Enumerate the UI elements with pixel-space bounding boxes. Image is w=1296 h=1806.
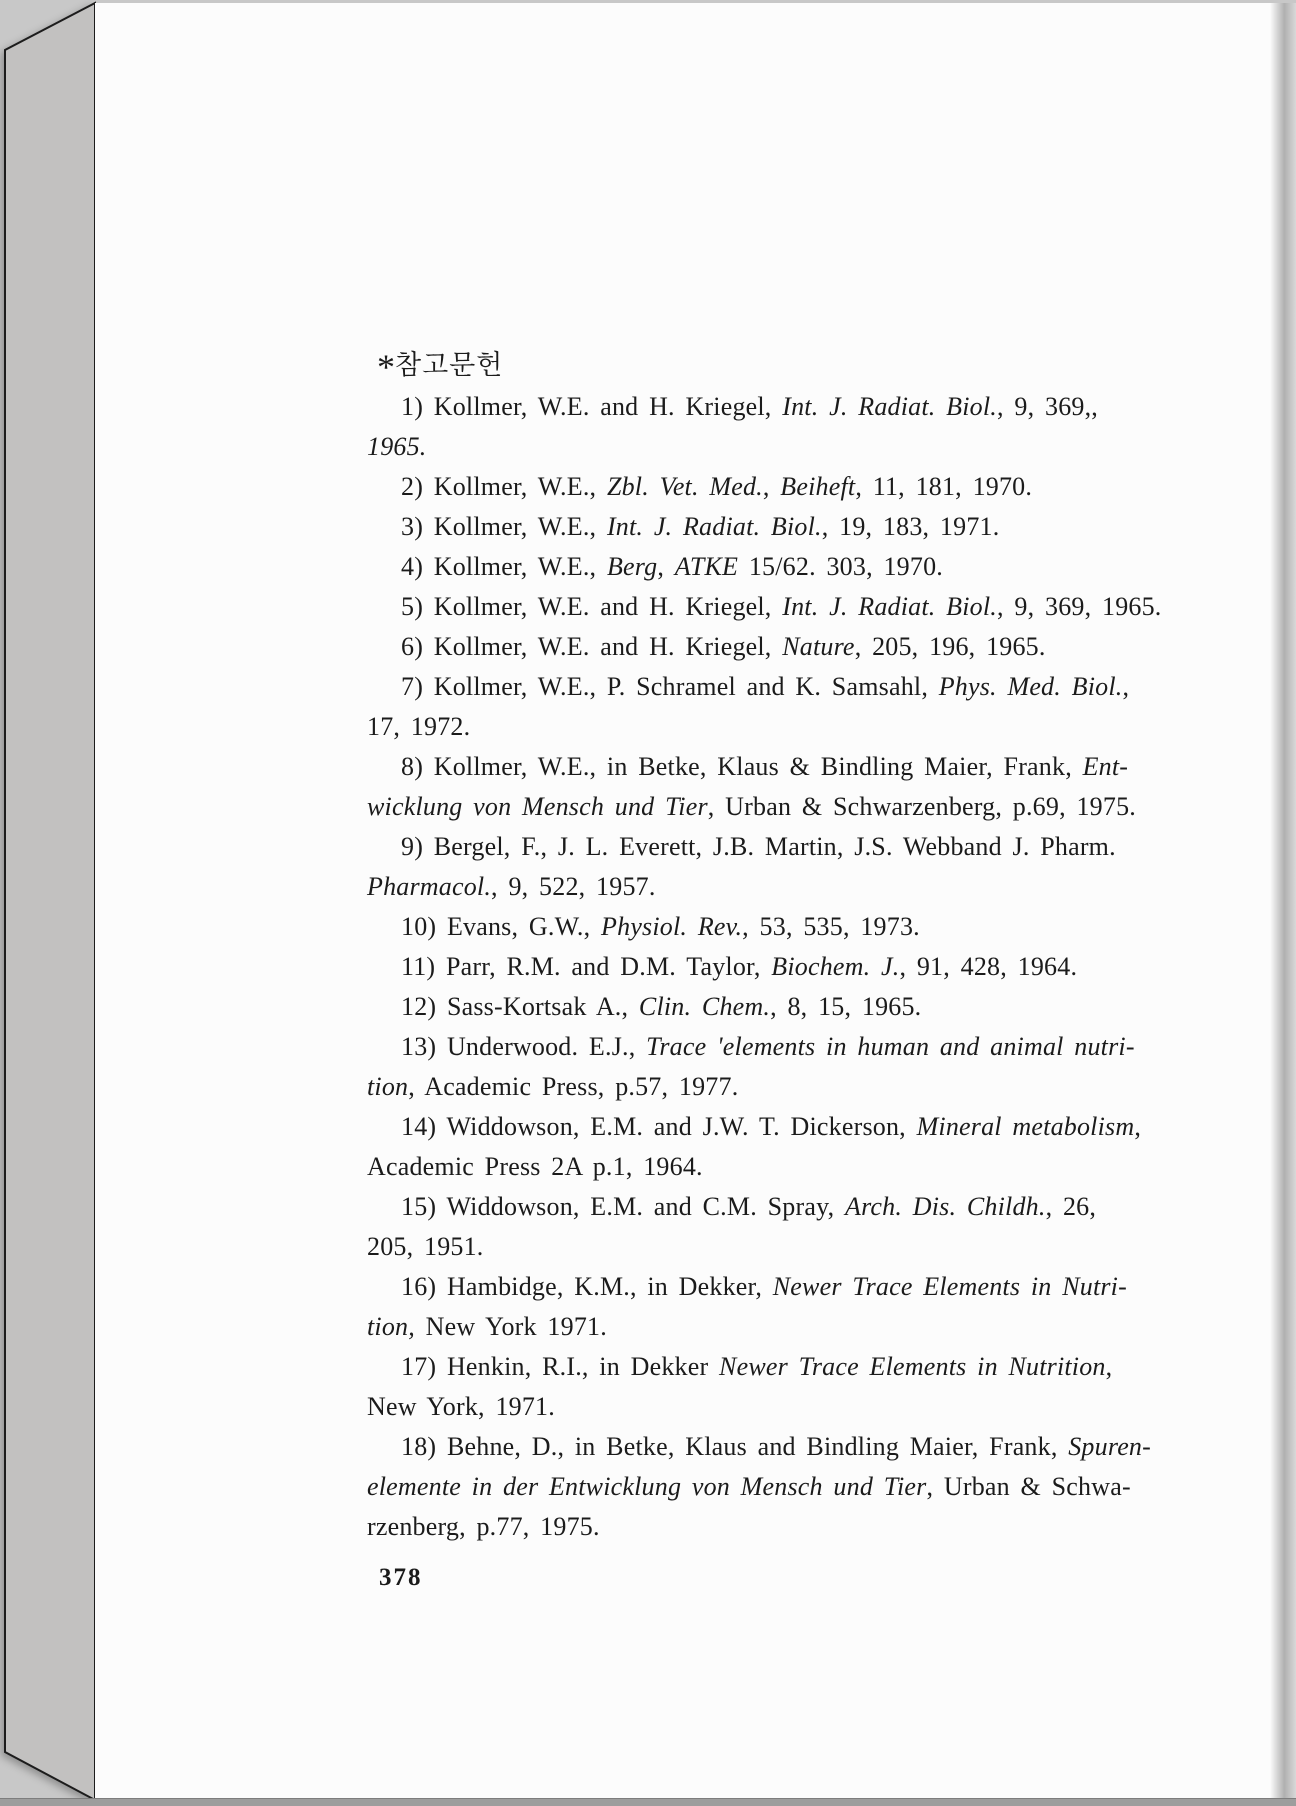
reference-segment: , 11, 181, 1970. xyxy=(855,472,1033,501)
page-bottom-edge xyxy=(0,1798,1296,1806)
reference-line xyxy=(367,987,1239,1027)
reference-segment-italic: Int. J. Radiat. Biol. xyxy=(782,592,997,621)
reference-segment: 4) Kollmer, W.E., xyxy=(401,552,607,581)
reference-segment: , 19, 183, 1971. xyxy=(821,512,1000,541)
reference-segment: , 91, 428, 1964. xyxy=(899,952,1078,981)
reference-line xyxy=(367,1467,1239,1507)
references-heading xyxy=(367,345,1239,387)
reference-line xyxy=(367,1267,1239,1307)
reference-segment: , xyxy=(1134,1112,1142,1141)
reference-segment-italic: Physiol. Rev. xyxy=(601,912,743,941)
reference-line xyxy=(367,867,1239,907)
reference-line xyxy=(367,1107,1239,1147)
reference-segment-italic: ATKE xyxy=(674,552,739,581)
reference-segment-italic: Beiheft xyxy=(780,472,856,501)
asterisk-marker: * xyxy=(377,347,395,387)
reference-segment-italic: Nature xyxy=(782,632,855,661)
reference-segment: 5) Kollmer, W.E. and H. Kriegel, xyxy=(401,592,783,621)
reference-segment: , xyxy=(657,552,675,581)
reference-segment-italic: Pharmacol. xyxy=(367,872,492,901)
reference-segment: 15) Widdowson, E.M. and C.M. Spray, xyxy=(401,1192,845,1221)
reference-segment: , xyxy=(1105,1352,1113,1381)
reference-line xyxy=(367,587,1239,627)
reference-segment: 205, 1951. xyxy=(367,1232,484,1261)
reference-segment-italic: Newer Trace Elements in Nutri- xyxy=(772,1272,1127,1301)
reference-segment-italic: Arch. Dis. Childh. xyxy=(844,1192,1046,1221)
reference-line xyxy=(367,1427,1239,1467)
reference-line xyxy=(367,707,1239,747)
reference-segment: rzenberg, p.77, 1975. xyxy=(367,1512,600,1541)
reference-line xyxy=(367,947,1239,987)
reference-segment: , 205, 196, 1965. xyxy=(854,632,1046,661)
page-right-edge xyxy=(1270,3,1296,1800)
reference-line xyxy=(367,1067,1239,1107)
reference-segment: 12) Sass-Kortsak A., xyxy=(401,992,639,1021)
reference-segment: New York 1971. xyxy=(414,1312,607,1341)
reference-line xyxy=(367,547,1239,587)
reference-line xyxy=(367,467,1239,507)
reference-segment: 13) Underwood. E.J., xyxy=(401,1032,647,1061)
reference-segment: , 53, 535, 1973. xyxy=(742,912,920,941)
reference-line xyxy=(367,1347,1239,1387)
reference-segment-italic: Zbl. Vet. Med. xyxy=(606,472,763,501)
reference-segment-italic: 1965. xyxy=(367,432,427,461)
reference-line xyxy=(367,907,1239,947)
reference-segment-italic: Newer Trace Elements in Nutrition xyxy=(719,1352,1106,1381)
reference-segment-italic: Biochem. J. xyxy=(771,952,900,981)
reference-line xyxy=(367,627,1239,667)
reference-segment: 15/62. 303, 1970. xyxy=(738,552,943,581)
reference-line xyxy=(367,507,1239,547)
reference-segment: , Academic Press, p.57, 1977. xyxy=(408,1072,739,1101)
reference-segment: 14) Widdowson, E.M. and J.W. T. Dickerson, xyxy=(401,1112,917,1141)
reference-segment: 11) Parr, R.M. and D.M. Taylor, xyxy=(401,952,772,981)
reference-segment: 6) Kollmer, W.E. and H. Kriegel, xyxy=(401,632,783,661)
reference-line xyxy=(367,1307,1239,1347)
page xyxy=(95,3,1296,1800)
reference-segment: , 9, 369, 1965. xyxy=(997,592,1162,621)
reference-segment: Academic Press 2A p.1, 1964. xyxy=(367,1152,703,1181)
reference-segment: 7) Kollmer, W.E., P. Schramel and K. Samsahl, xyxy=(401,672,939,701)
reference-line xyxy=(367,1387,1239,1427)
reference-segment: , 9, 522, 1957. xyxy=(491,872,656,901)
reference-segment: 3) Kollmer, W.E., xyxy=(401,512,607,541)
reference-line xyxy=(367,1507,1239,1547)
reference-line xyxy=(367,827,1239,867)
reference-segment: , xyxy=(1122,672,1130,701)
reference-segment-italic: Berg xyxy=(606,552,658,581)
page-content xyxy=(367,345,1239,1593)
reference-segment: , 8, 15, 1965. xyxy=(770,992,922,1021)
reference-line xyxy=(367,1147,1239,1187)
reference-segment: 8) Kollmer, W.E., in Betke, Klaus & Bindling Maier, Frank, xyxy=(401,752,1083,781)
reference-segment: 16) Hambidge, K.M., in Dekker, xyxy=(401,1272,773,1301)
reference-segment-italic: Clin. Chem. xyxy=(638,992,771,1021)
references-heading-text: 참고문헌 xyxy=(395,350,504,380)
reference-segment: 2) Kollmer, W.E., xyxy=(401,472,607,501)
reference-segment-italic: Phys. Med. Biol. xyxy=(938,672,1123,701)
reference-line xyxy=(367,747,1239,787)
reference-segment: 18) Behne, D., in Betke, Klaus and Bindling Maier, Frank, xyxy=(401,1432,1069,1461)
reference-line xyxy=(367,1027,1239,1067)
reference-line xyxy=(367,427,1239,467)
spine-polygon xyxy=(5,3,95,1800)
reference-segment-italic: Int. J. Radiat. Biol. xyxy=(606,512,822,541)
reference-segment: New York, 1971. xyxy=(367,1392,555,1421)
reference-segment: 9) Bergel, F., J. L. Everett, J.B. Martin, J.S. Webband J. Pharm. xyxy=(401,832,1116,861)
reference-line xyxy=(367,787,1239,827)
page-number: 378 xyxy=(379,1564,423,1591)
reference-segment-italic: Trace 'elements in human and animal nutri- xyxy=(646,1032,1135,1061)
reference-segment: 17) Henkin, R.I., in Dekker xyxy=(401,1352,720,1381)
reference-segment-italic: Int. J. Radiat. Biol. xyxy=(782,392,997,421)
reference-segment: , 26, xyxy=(1045,1192,1097,1221)
reference-segment: 10) Evans, G.W., xyxy=(401,912,602,941)
reference-segment-italic: tion, xyxy=(367,1312,415,1341)
references-list xyxy=(367,387,1239,1547)
reference-line xyxy=(367,1227,1239,1267)
reference-segment-italic: Ent- xyxy=(1082,752,1129,781)
reference-line xyxy=(367,667,1239,707)
reference-segment-italic: Spuren- xyxy=(1068,1432,1151,1461)
reference-segment-italic: elemente in der Entwicklung von Mensch und Tier xyxy=(367,1472,927,1501)
reference-segment: , Urban & Schwarzenberg, p.69, 1975. xyxy=(707,792,1136,821)
reference-segment: , 9, 369,, xyxy=(997,392,1098,421)
reference-segment-italic: tion xyxy=(367,1072,409,1101)
reference-segment: 1) Kollmer, W.E. and H. Kriegel, xyxy=(401,392,783,421)
reference-segment: , xyxy=(762,472,781,501)
reference-segment-italic: wicklung von Mensch und Tier xyxy=(367,792,708,821)
reference-line xyxy=(367,1187,1239,1227)
reference-line xyxy=(367,387,1239,427)
reference-segment-italic: Mineral metabolism xyxy=(916,1112,1135,1141)
reference-segment: 17, 1972. xyxy=(367,712,471,741)
reference-segment: , Urban & Schwa- xyxy=(926,1472,1131,1501)
